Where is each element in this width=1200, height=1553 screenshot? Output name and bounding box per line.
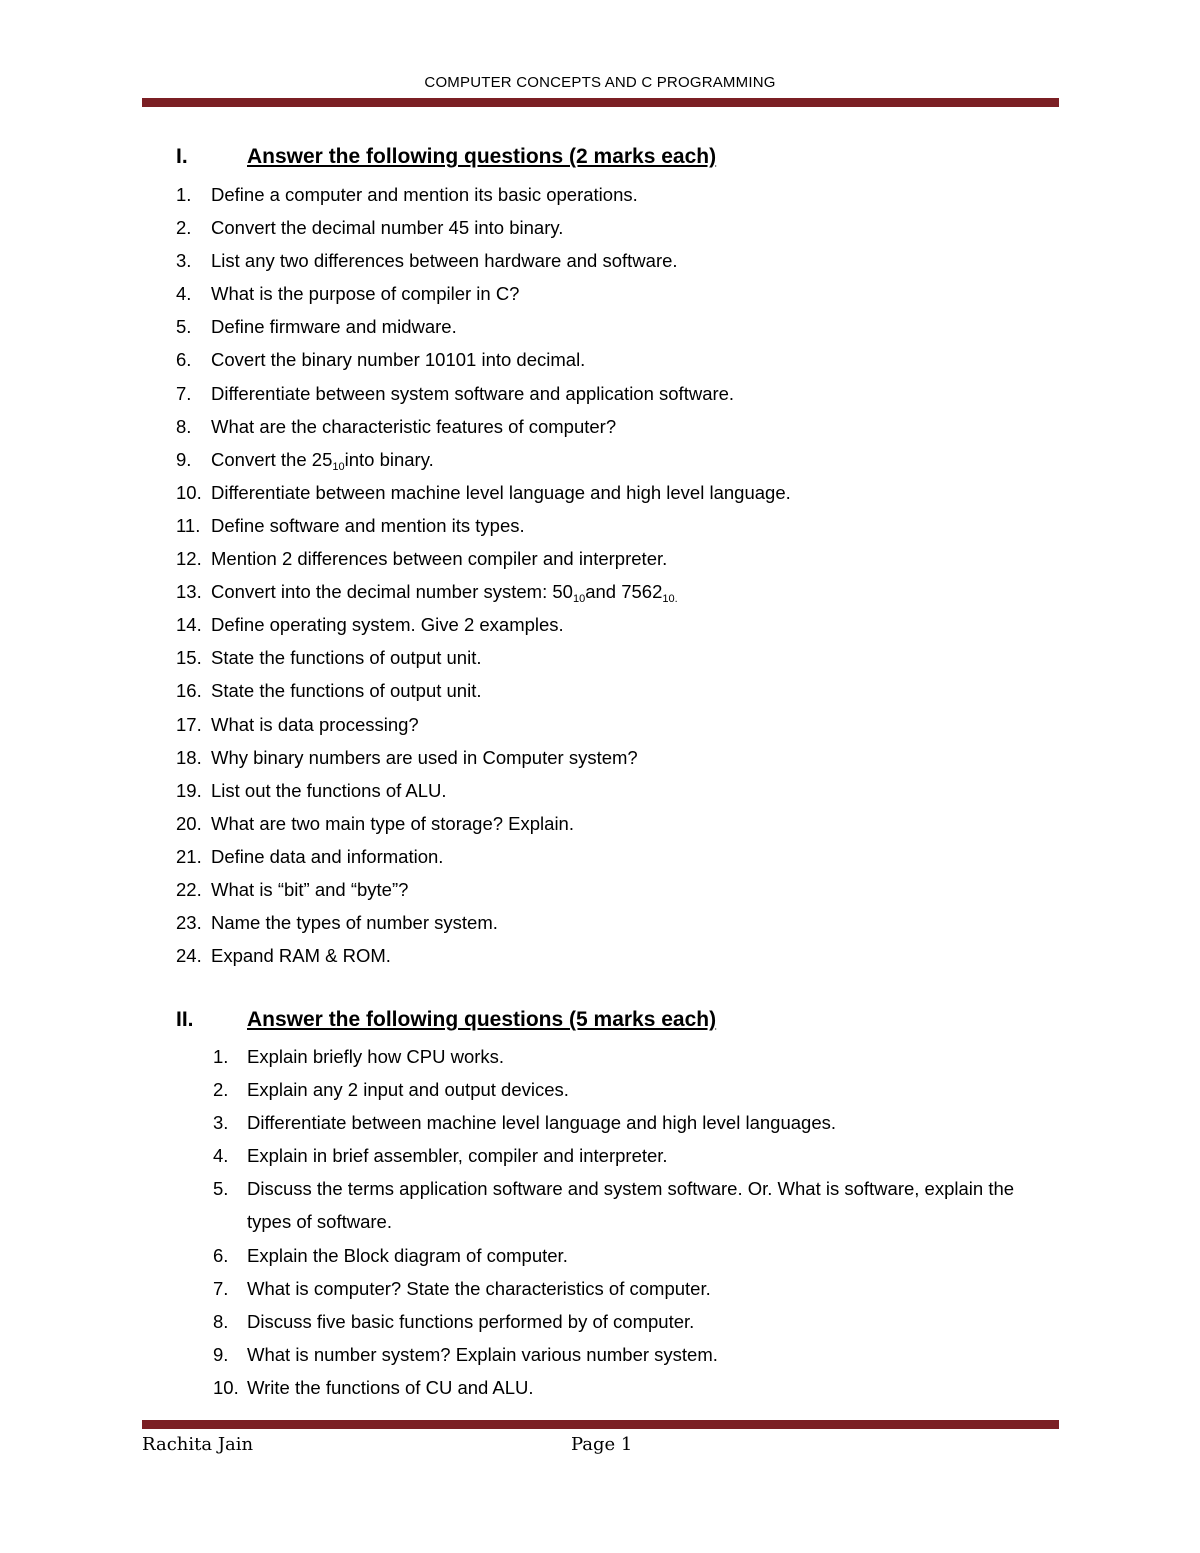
page-header-title: COMPUTER CONCEPTS AND C PROGRAMMING xyxy=(424,74,776,91)
question-item: 8. What are the characteristic features of computer? xyxy=(176,415,617,437)
subscript-base: 10 xyxy=(332,460,345,473)
question-item: 15. State the functions of output unit. xyxy=(176,647,482,669)
header-rule xyxy=(142,98,1059,107)
question-item: 1. Explain briefly how CPU works. xyxy=(213,1046,505,1067)
question-item: 22. What is “bit” and “byte”? xyxy=(176,878,409,900)
subscript-base: 10. xyxy=(662,593,678,606)
question-item: 1. Define a computer and mention its basic operations. xyxy=(176,184,638,205)
question-item: 5. Define firmware and midware. xyxy=(176,316,457,338)
section-2-question-list xyxy=(213,1040,1015,1404)
subscript-base: 10 xyxy=(572,593,586,606)
section-1-numeral: I. xyxy=(176,145,188,168)
question-item: 2. Explain any 2 input and output devices. xyxy=(213,1079,569,1101)
question-item: 23. Name the types of number system. xyxy=(176,912,498,934)
question-item: 24. Expand RAM & ROM. xyxy=(176,945,391,967)
question-item: 3. List any two differences between hardware and software. xyxy=(176,250,678,272)
question-item: 7. What is computer? State the characteristics of computer. xyxy=(213,1277,711,1299)
question-item: 8. Discuss five basic functions performed by of computer. xyxy=(213,1310,695,1332)
footer-author: Rachita Jain xyxy=(142,1434,254,1455)
question-item: 14. Define operating system. Give 2 examples. xyxy=(176,614,564,636)
question-item: 5. Discuss the terms application software and system software. Or. What is software, explain the types of software. xyxy=(213,1178,1015,1233)
question-item: 21. Define data and information. xyxy=(176,845,444,867)
footer-rule xyxy=(142,1420,1059,1429)
question-item: 10. Differentiate between machine level language and high level language. xyxy=(176,481,791,503)
section-2-title: Answer the following questions (5 marks each) xyxy=(247,1008,717,1031)
question-item: 6. Covert the binary number 10101 into decimal. xyxy=(176,349,586,371)
question-item: 19. List out the functions of ALU. xyxy=(176,779,447,801)
question-item: 6. Explain the Block diagram of computer. xyxy=(213,1244,568,1266)
footer-page-number: Page 1 xyxy=(571,1434,633,1455)
question-item: 13. Convert into the decimal number system: $50_{10}and$ $7562_{10.}$ xyxy=(176,581,678,606)
section-2-numeral: II. xyxy=(176,1008,194,1031)
section-1-question-list xyxy=(176,178,791,972)
section-1-title: Answer the following questions (2 marks each) xyxy=(247,145,717,168)
question-item: 12. Mention 2 differences between compiler and interpreter. xyxy=(176,548,668,570)
question-item: 2. Convert the decimal number 45 into binary. xyxy=(176,217,564,239)
question-item: 9. What is number system? Explain various number system. xyxy=(213,1343,718,1365)
question-item: 7. Differentiate between system software and application software. xyxy=(176,382,735,404)
question-item: 3. Differentiate between machine level language and high level languages. xyxy=(213,1112,836,1134)
question-item: 9. Convert the $25_{10}into$ binary. xyxy=(176,448,434,473)
question-item: 11. Define software and mention its types. xyxy=(176,514,525,536)
question-item: 18. Why binary numbers are used in Computer system? xyxy=(176,746,638,768)
question-item: 4. Explain in brief assembler, compiler and interpreter. xyxy=(213,1145,668,1167)
question-item: 20. What are two main type of storage? Explain. xyxy=(176,812,574,834)
question-item: 16. State the functions of output unit. xyxy=(176,680,482,702)
question-item: 4. What is the purpose of compiler in C? xyxy=(176,283,520,305)
question-item: 10. Write the functions of CU and ALU. xyxy=(213,1376,534,1398)
question-item: 17. What is data processing? xyxy=(176,713,419,735)
